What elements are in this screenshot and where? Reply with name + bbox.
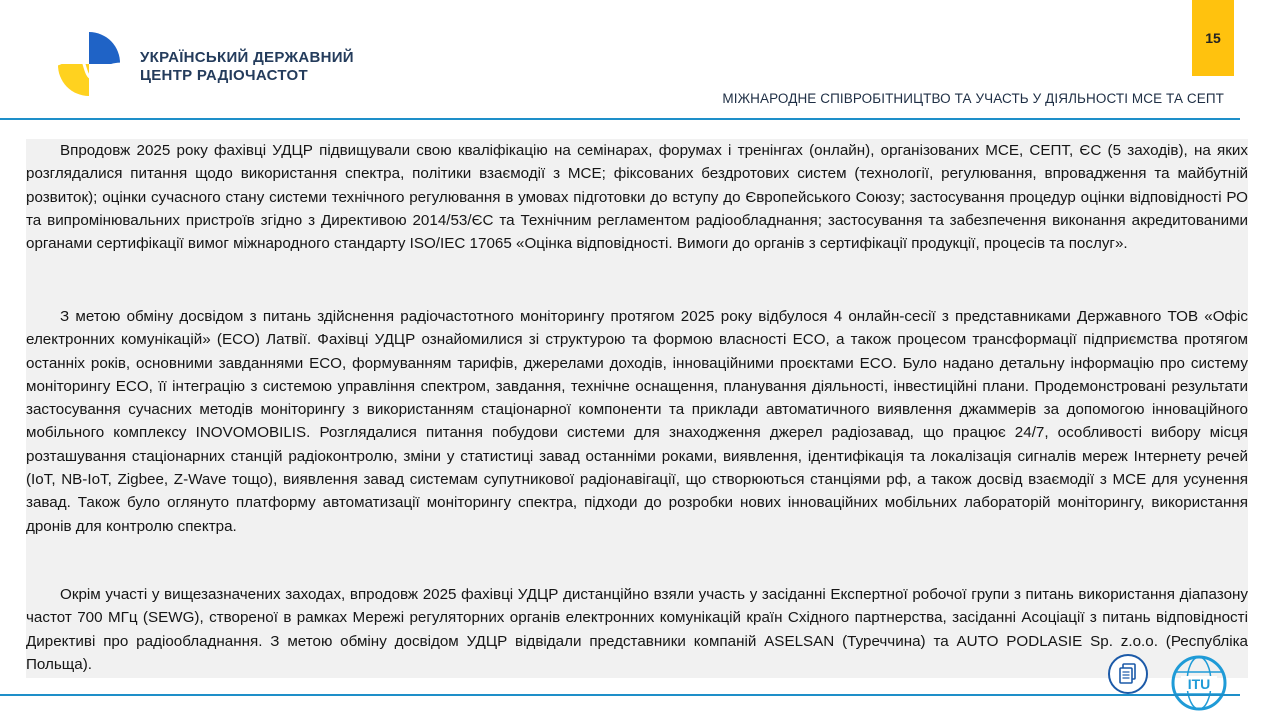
paragraph-monitoring-exchange: З метою обміну досвідом з питань здійснення радіочастотного моніторингу протягом 2025 року відбулося 4 онлайн-сесії з представниками Державного ТОВ «Офіс електронних комунікацій» (ECO) Латвії. Фахівці УДЦР ознайомилися зі структурою та формою власності ECO, а також процесом трансформації підприємства протягом останніх років, основними завданнями ECO, формуванням тарифів, джерелами доходів, інноваційними проєктами ECO. Було надано детальну інформацію про систему моніторингу ECO, її інтеграцію з системою управління спектром, завдання, технічне оснащення, планування діяльності, інвестиційні плани. Продемонстровані результати застосування сучасних методів моніторингу з використанням стаціонарної компоненти та приклади автоматичного виявлення джаммерів за допомогою інноваційного мобільного комплексу INOVOMOBILIS. Розглядалися питання побудови системи для знаходження джерел радіозавад, що працює 24/7, особливості вибору місця розташування стаціонарних станцій радіоконтролю, зміни у статистиці завад останніми роками, виявлення, ідентифікація та локалізація сигналів мереж Інтернету речей (IoT, NB-IoT, Zigbee, Z-Wave тощо), виявлення завад системам супутникової радіонавігації, що створюються станціями рф, а також досвід взаємодії з МСЕ для усунення завад. Також було оглянуто платформу автоматизації моніторингу спектра, підходи до розробки нових інноваційних мобільних лабораторій моніторингу, використання дронів для контролю спектра. (26, 308, 1248, 535)
paragraph-meetings: Окрім участі у вищезазначених заходах, впродовж 2025 фахівці УДЦР дистанційно взяли участь у засіданні Експертної робочої групи з питань використання діапазону частот 700 МГц (SEWG), створеної в рамках Мережі регуляторних органів електронних комунікацій країн Східного партнерства, засіданні Асоціації з питань відповідності Директиві про радіообладнання. З метою обміну досвідом УДЦР відвідали представники компаній ASELSAN (Туреччина) та AUTO PODLASIE Sp. z.o.o. (Республіка Польща). (26, 586, 1248, 673)
org-name-line1: УКРАЇНСЬКИЙ ДЕРЖАВНИЙ (140, 49, 354, 66)
header-divider (0, 118, 1240, 120)
itu-logo-text: ITU (1187, 676, 1211, 692)
itu-logo-icon (1168, 650, 1230, 712)
document-button[interactable] (1108, 654, 1148, 694)
content-panel (26, 139, 1248, 678)
page-number: 15 (1205, 30, 1221, 46)
page-number-badge (1192, 0, 1234, 76)
organization-name (140, 49, 354, 85)
footer-divider (0, 694, 1240, 696)
org-name-line2: ЦЕНТР РАДІОЧАСТОТ (140, 67, 308, 84)
paragraph-training: Впродовж 2025 року фахівці УДЦР підвищували свою кваліфікацію на семінарах, форумах і тренінгах (онлайн), організованих МСЕ, СЕПТ, ЄС (5 заходів), на яких розглядалися питання щодо використання спектра, політики взаємодії з МСЕ; фіксованих бездротових систем (технології, регулювання, впровадження та майбутній розвиток); оцінки сучасного стану системи технічного регулювання в умовах підготовки до вступу до Європейського Союзу; застосування процедур оцінки відповідності РО та випромінювальних пристроїв згідно з Директивою 2014/53/ЄС та Технічним регламентом радіообладнання; застосування та забезпечення виконання акредитованими органами сертифікації вимог міжнародного стандарту ISO/IEC 17065 «Оцінка відповідності. Вимоги до органів з сертифікації продукції, процесів та послуг». (26, 142, 1248, 253)
section-title: МІЖНАРОДНЕ СПІВРОБІТНИЦТВО ТА УЧАСТЬ У ДІЯЛЬНОСТІ МСЕ ТА СЕПТ (722, 91, 1224, 106)
udcr-logo-icon (54, 30, 124, 100)
document-icon (1118, 663, 1138, 685)
